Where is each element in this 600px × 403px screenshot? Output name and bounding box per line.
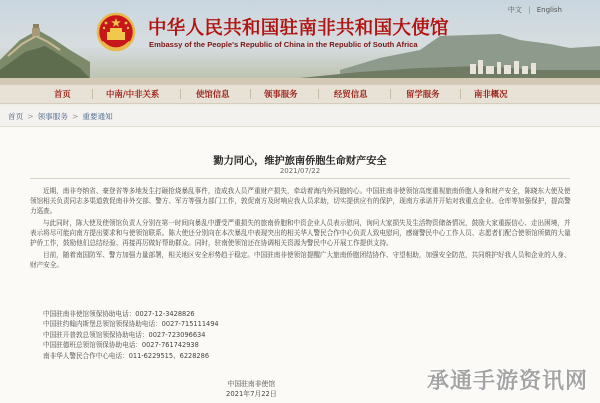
nav-divider [390, 89, 391, 99]
article-paragraph: 近期，南非夸纳省、豪登省等多地发生打砸抢烧暴乱事件，造成我人员严重财产损失，牵动着海内外同胞的心。中国驻南非使领馆高度重视旅南侨胞人身和财产安全，陈晓东大使及使领馆相关负责同志多渠道敦促南非外交部、警方、军方等强力部门工作，敦促南方及时响应我人员求助，切实提供应有的保护，现南方承诺并开始对我重点企业、仓库等加强保护，提高警力巡查。 [30, 187, 571, 215]
header-banner [0, 0, 600, 84]
nav-divider [180, 89, 181, 99]
hotline-item: 中国驻南非使馆领保协助电话：0027-12-3428826 [43, 310, 195, 318]
breadcrumb-separator: > [71, 112, 79, 121]
hotline-list [30, 309, 430, 361]
breadcrumb-current[interactable]: 重要通知 [82, 112, 113, 121]
nav-item-home[interactable]: 首页 [54, 89, 71, 99]
article-signature [226, 379, 277, 399]
hotline-item: 南非华人警民合作中心电话：011-6229515、6228286 [43, 351, 210, 360]
nav-item-south-africa[interactable]: 南非概况 [474, 89, 508, 99]
lang-separator: | [528, 6, 531, 14]
hotline-item: 中国驻德班总领馆领保协助电话：0027-761742938 [43, 341, 199, 350]
article-body [30, 186, 574, 272]
nav-item-economic[interactable]: 经贸信息 [334, 89, 368, 99]
embassy-title-en: Embassy of the People's Republic of China in the Republic of South Africa [149, 40, 418, 49]
nav-divider [92, 89, 93, 99]
hotline-item: 中国驻开普敦总领馆领保协助电话：0027-723096634 [43, 330, 206, 339]
nav-divider [250, 89, 251, 99]
nav-divider [460, 89, 461, 99]
article-paragraph: 目前，随着南国防军、警方加强力量部署，相关地区安全形势趋于稳定。中国驻南非使领馆提醒广大旅南侨胞团结协作、守望相助，加强安全防范，共同维护好我人员和企业的人身、财产安全。 [30, 251, 571, 269]
breadcrumb-home[interactable]: 首页 [8, 112, 24, 121]
lang-en-link[interactable]: English [536, 6, 562, 14]
article-content [0, 127, 600, 403]
signature-date: 2021年7月22日 [226, 390, 277, 398]
nav-divider [318, 89, 319, 99]
breadcrumb [8, 111, 113, 122]
site-watermark: 承通手游资讯网 [426, 369, 588, 394]
article-title: 勠力同心，维护旅南侨胞生命财产安全 [213, 156, 387, 167]
lang-zh-link[interactable]: 中文 [507, 6, 522, 14]
main-nav [0, 84, 600, 104]
title-divider [30, 178, 570, 179]
breadcrumb-bar [0, 106, 600, 127]
embassy-title-cn: 中华人民共和国驻南非共和国大使馆 [148, 18, 449, 39]
hotline-item: 中国驻约翰内斯堡总领馆领保协助电话：0027-715111494 [43, 320, 219, 329]
nav-item-study[interactable]: 留学服务 [406, 89, 440, 99]
nav-item-consular[interactable]: 领事服务 [264, 89, 298, 99]
breadcrumb-separator: > [27, 112, 34, 121]
nav-item-relations[interactable]: 中南/中非关系 [106, 89, 160, 99]
article-paragraph: 与此同时，陈大使及使领馆负责人分别在第一时间向暴乱中遭受严重损失的旅南侨胞和中资企业人员表示慰问，询问大家损失及生活物资储备情况，鼓励大家重振信心、走出困境，并表示将尽可能向南方提出要求和与使领馆联系。陈大使还分别向在本次暴乱中表现突出的相关华人警民合作中心负责人致电慰问，感谢警民中心工作人员、志愿者们配合使领馆所做的大量护侨工作，鼓励他们总结经验、再接再厉做好帮助群众。同时，驻南使领馆还在协调相关资源为警民中心开展工作提供支持。 [30, 219, 571, 247]
signature-org: 中国驻南非使馆 [227, 380, 276, 388]
breadcrumb-section[interactable]: 领事服务 [37, 112, 68, 121]
nav-item-embassy-info[interactable]: 使馆信息 [196, 89, 230, 99]
national-emblem-icon [96, 12, 136, 54]
article-date: 2021/07/22 [279, 167, 321, 175]
language-switcher [504, 5, 562, 15]
